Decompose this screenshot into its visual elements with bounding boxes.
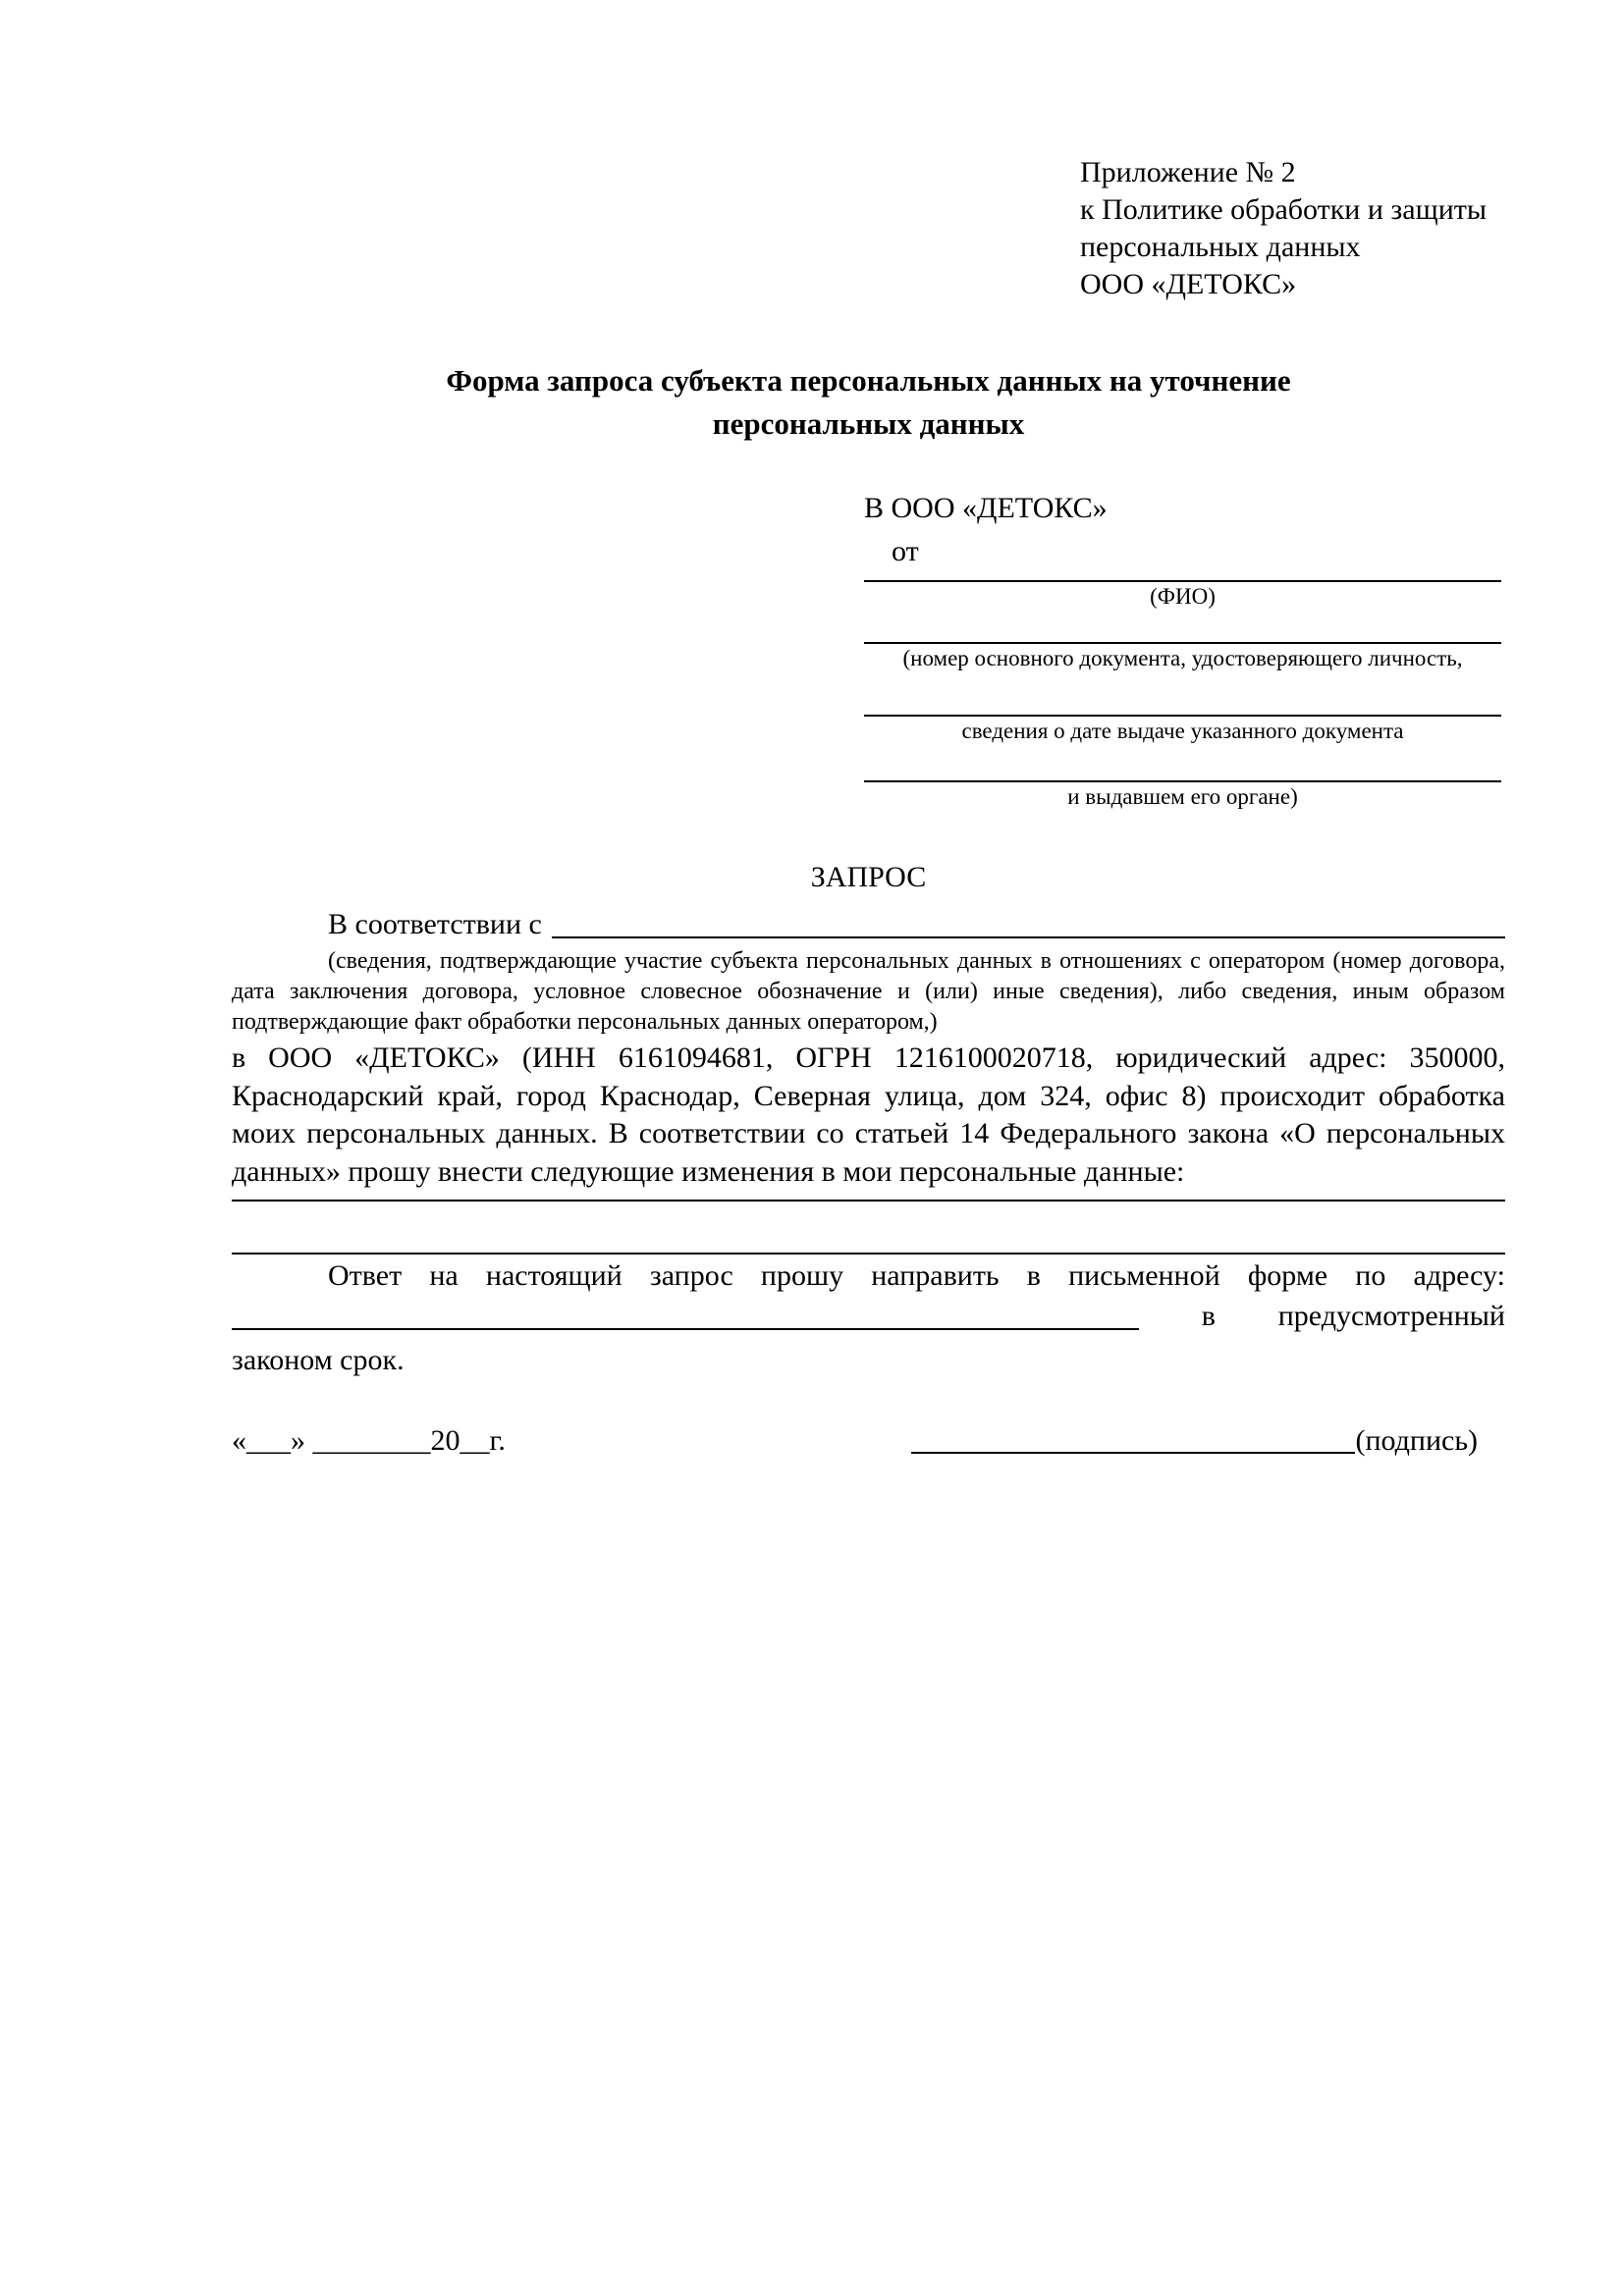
signature-caption: (подпись): [1355, 1424, 1478, 1457]
request-heading: ЗАПРОС: [810, 861, 927, 893]
issue-date-caption: сведения о дате выдаче указанного документа: [961, 719, 1404, 743]
date-blank: «___» ________20__г.: [232, 1424, 506, 1457]
answer-word-in: в: [1201, 1300, 1216, 1332]
document-title: [232, 359, 1505, 446]
signature-group: [911, 1422, 1478, 1460]
accordance-prefix: В соответствии с: [328, 908, 542, 940]
accordance-blank-line: [552, 906, 1505, 938]
answer-closing: законом срок.: [232, 1344, 405, 1376]
request-body: в ООО «ДЕТОКС» (ИНН 6161094681, ОГРН 1216100020718, юридический адрес: 350000, Краснодарский край, город Краснодар, Северная улица, дом 324, офис 8) происходит обработка моих персональных данных. В соответствии со статьей 14 Федерального закона «О персональных данных» прошу внести следующие изменения в мои персональные данные:: [232, 1041, 1505, 1188]
answer-sentence: Ответ на настоящий запрос прошу направить в письменной форме по адресу:: [328, 1259, 1505, 1292]
answer-word-stipulated: предусмотренный: [1277, 1300, 1505, 1332]
accordance-line: [232, 906, 1505, 943]
changes-blank-line-1: [232, 1200, 1505, 1201]
annex-line: к Политике обработки и защиты: [1080, 193, 1488, 226]
date-signature-row: [232, 1422, 1505, 1460]
from-label: от: [892, 535, 919, 567]
address-blank-line: [232, 1328, 1139, 1330]
doc-number-caption: (номер основного документа, удостоверяющего личность,: [902, 646, 1463, 670]
annex-line: персональных данных: [1080, 231, 1361, 263]
issuing-authority-caption: и выдавшем его органе): [1067, 784, 1298, 809]
fio-caption: (ФИО): [1150, 584, 1216, 609]
document-title-line: Форма запроса субъекта персональных данных на уточнение: [446, 363, 1291, 398]
annex-line: ООО «ДЕТОКС»: [1080, 268, 1297, 300]
document-title-line: персональных данных: [712, 406, 1025, 441]
signature-blank-line: [911, 1452, 1355, 1454]
organization-line: В ООО «ДЕТОКС»: [864, 492, 1108, 524]
annex-block: [1080, 154, 1505, 303]
changes-blank-line-2: [232, 1253, 1505, 1255]
addressee-block: [864, 490, 1501, 812]
annex-line: Приложение № 2: [1080, 156, 1296, 188]
accordance-footnote: (сведения, подтверждающие участие субъекта персональных данных в отношениях с оператором (номер договора, дата заключения договора, условное словесное обозначение и (или) иные сведения), либо сведения, иным образом подтверждающие факт обработки персональных данных оператором,): [232, 948, 1505, 1035]
answer-address-row: [232, 1298, 1505, 1335]
